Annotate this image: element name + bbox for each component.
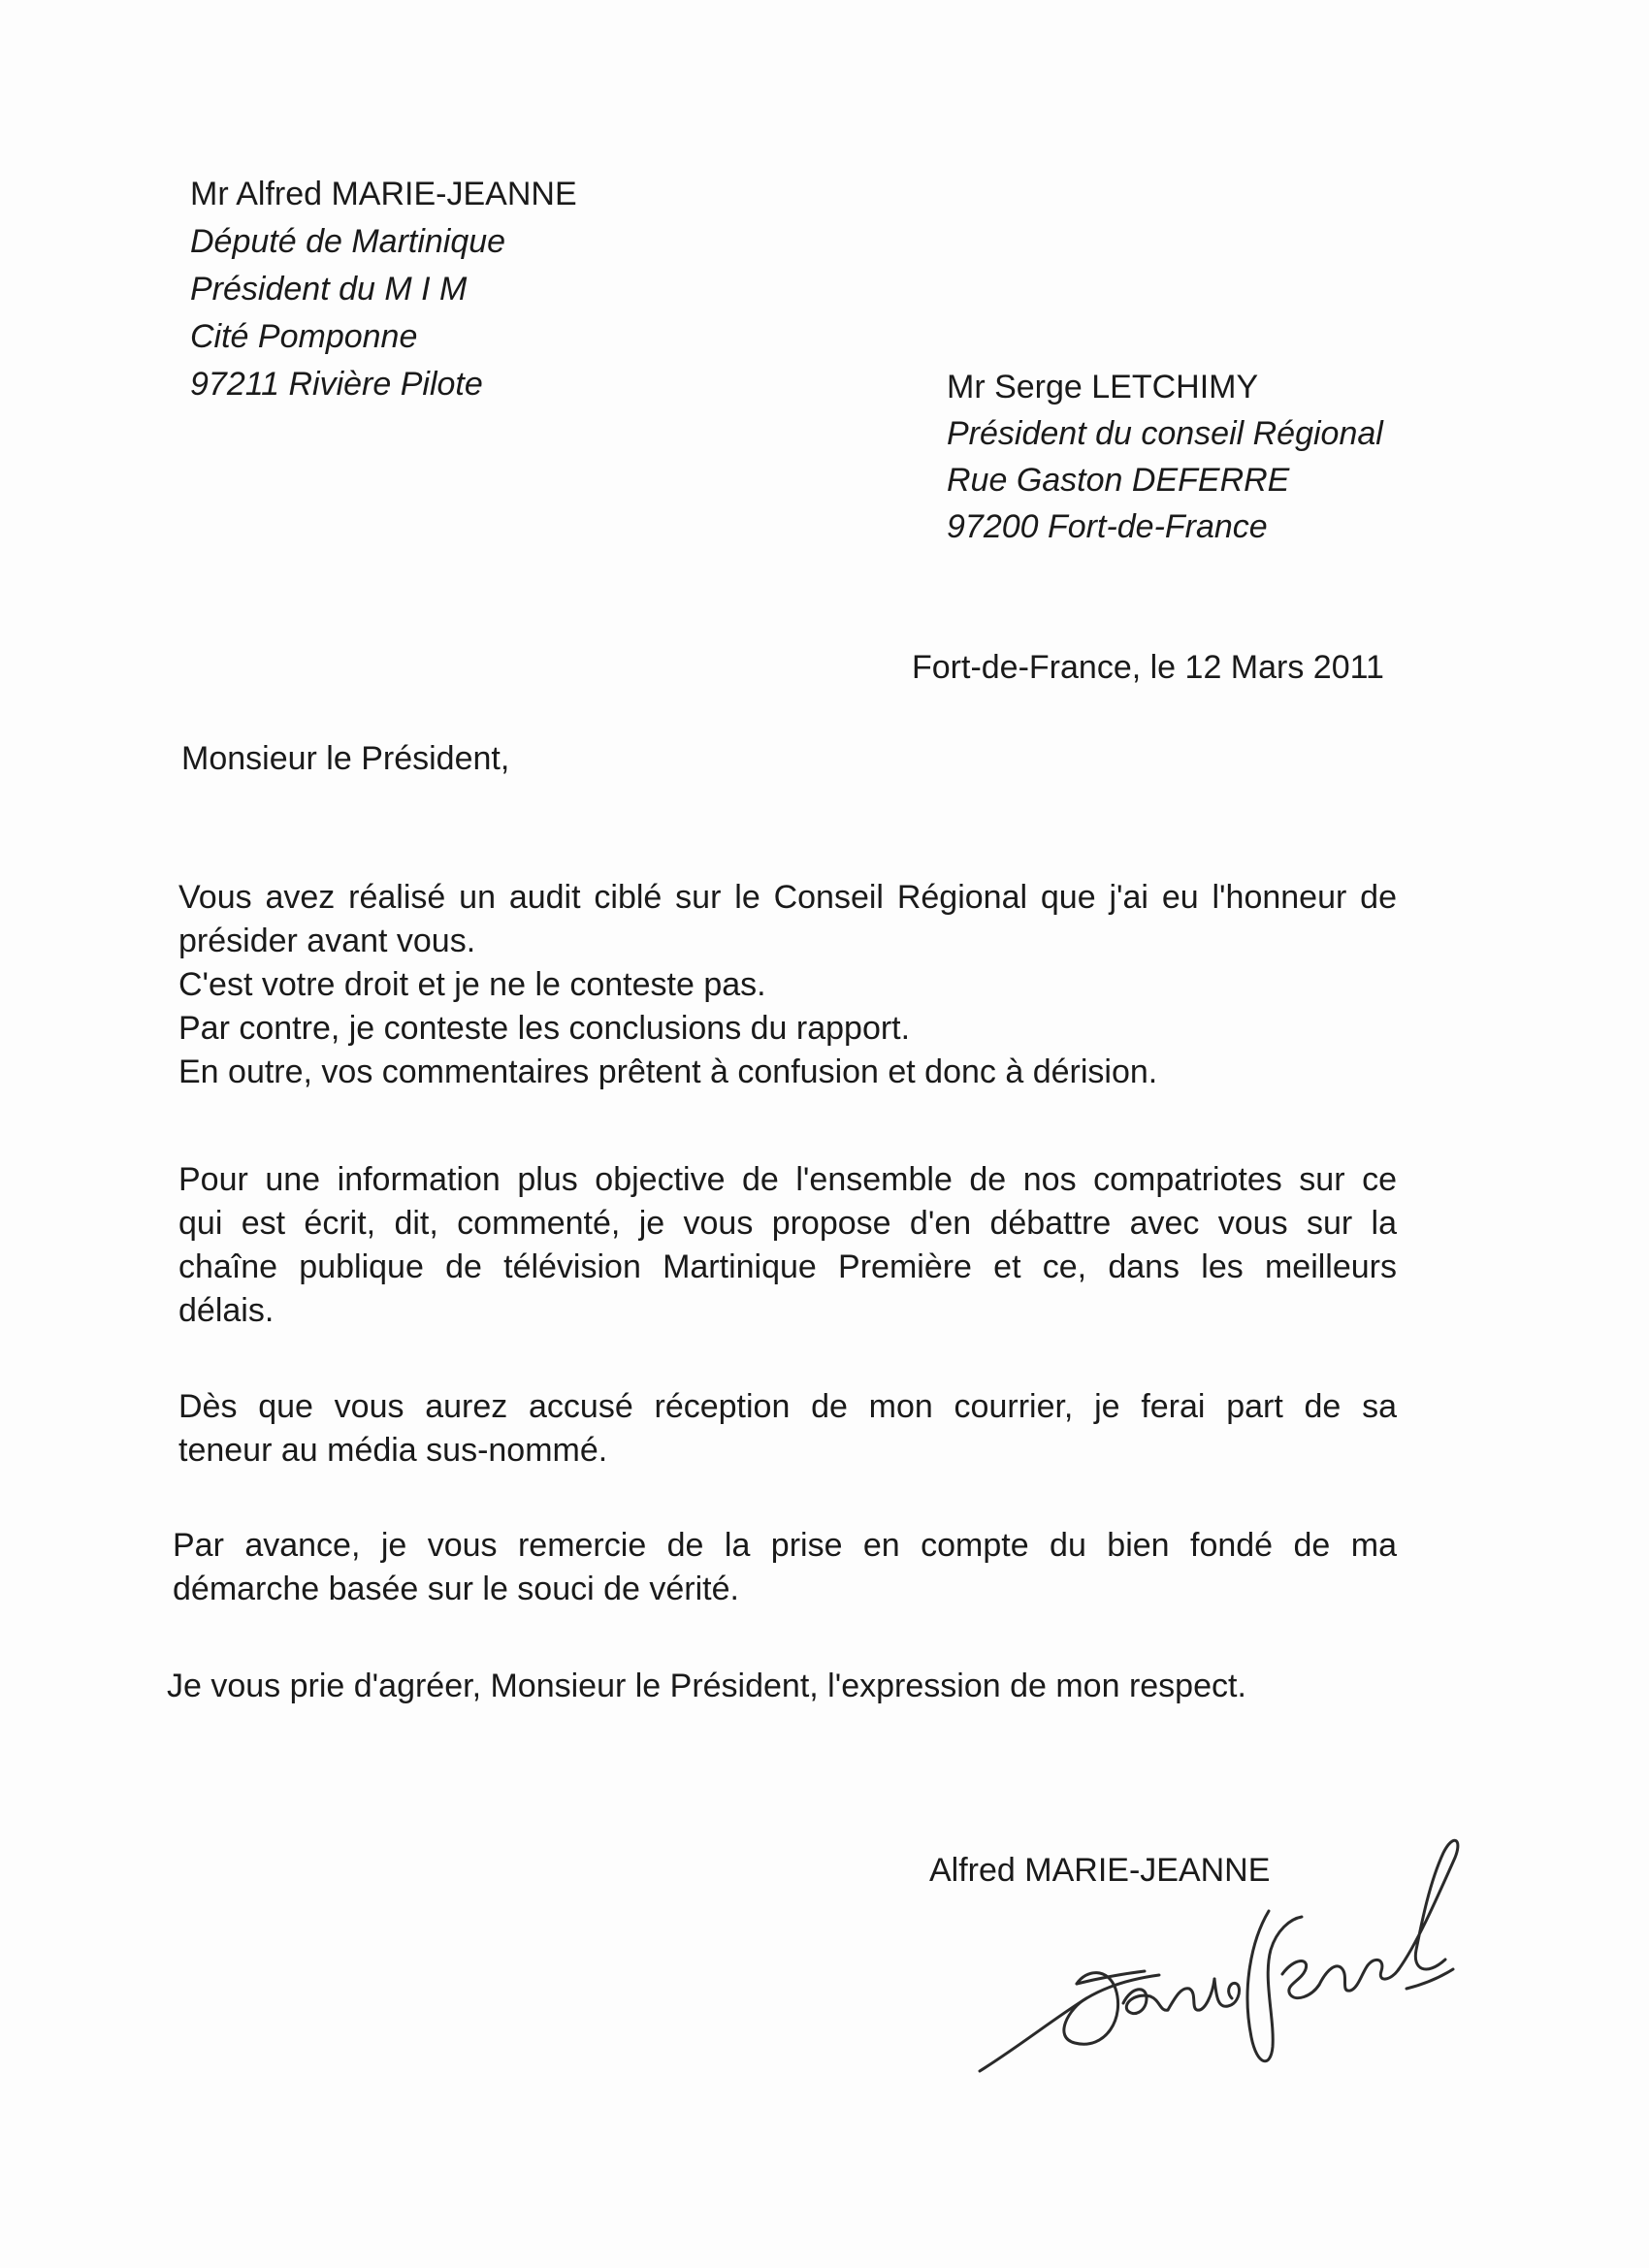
body-paragraph-2 [178, 1158, 1397, 1333]
body-line: démarche basée sur le souci de vérité. [173, 1571, 739, 1607]
body-paragraph-4 [173, 1524, 1397, 1611]
body-line: chaîne publique de télévision Martinique Première et ce, dans les meilleurs [178, 1248, 1397, 1285]
recipient-street: Rue Gaston DEFERRE [947, 462, 1290, 499]
body-line: teneur au média sus-nommé. [178, 1432, 608, 1469]
sender-name: Mr Alfred MARIE-JEANNE [190, 176, 577, 212]
body-line: Par avance, je vous remercie de la prise en compte du bien fondé de ma [173, 1527, 1397, 1564]
closing-formula: Je vous prie d'agréer, Monsieur le Président, l'expression de mon respect. [167, 1668, 1246, 1704]
recipient-name: Mr Serge LETCHIMY [947, 369, 1259, 405]
salutation: Monsieur le Président, [181, 740, 510, 777]
body-paragraph-3 [178, 1385, 1397, 1473]
body-line: En outre, vos commentaires prêtent à confusion et donc à dérision. [178, 1053, 1158, 1090]
body-line: Dès que vous aurez accusé réception de mon courrier, je ferai part de sa [178, 1388, 1397, 1425]
sender-city: 97211 Rivière Pilote [190, 366, 483, 403]
recipient-title: Président du conseil Régional [947, 415, 1383, 452]
sender-title: Député de Martinique [190, 223, 506, 260]
sender-block [190, 171, 577, 408]
body-line: Pour une information plus objective de l'ensemble de nos compatriotes sur ce [178, 1161, 1397, 1198]
sender-role: Président du M I M [190, 271, 468, 308]
body-line: qui est écrit, dit, commenté, je vous propose d'en débattre avec vous sur la [178, 1205, 1397, 1242]
body-line: présider avant vous. [178, 923, 476, 959]
letter-date: Fort-de-France, le 12 Mars 2011 [912, 649, 1384, 686]
body-paragraph-1 [178, 876, 1397, 1094]
handwritten-signature [960, 1804, 1484, 2095]
body-line: Par contre, je conteste les conclusions du rapport. [178, 1010, 911, 1047]
body-line: Vous avez réalisé un audit ciblé sur le Conseil Régional que j'ai eu l'honneur de [178, 879, 1397, 916]
body-line: C'est votre droit et je ne le conteste pas. [178, 966, 766, 1003]
recipient-block [947, 364, 1383, 550]
body-line: délais. [178, 1292, 275, 1329]
recipient-city: 97200 Fort-de-France [947, 508, 1268, 545]
sender-street: Cité Pomponne [190, 318, 418, 355]
signer-name: Alfred MARIE-JEANNE [929, 1852, 1271, 1889]
